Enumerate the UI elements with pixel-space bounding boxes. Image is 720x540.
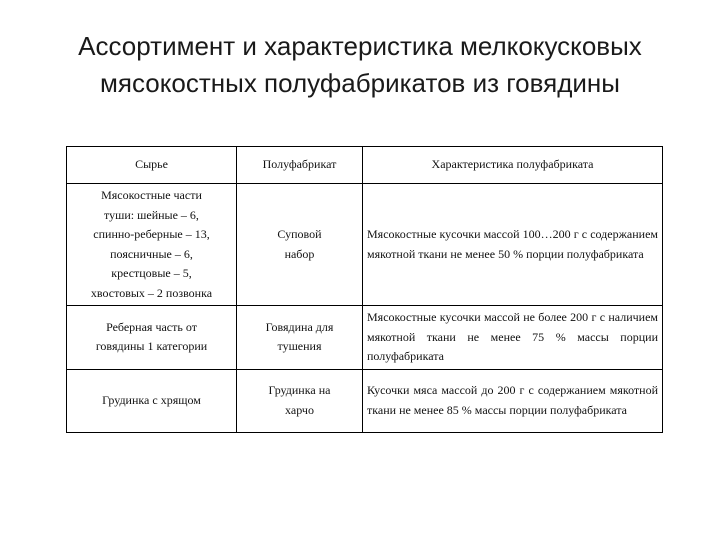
product-line: Грудинка на — [268, 383, 331, 397]
raw-line: Грудинка с хрящом — [102, 392, 201, 407]
raw-line: туши: шейные – 6, — [104, 207, 199, 222]
semi-product-cell — [237, 369, 363, 432]
semi-product-cell — [237, 306, 363, 370]
slide-title — [40, 28, 680, 102]
title-line-1: Ассортимент и характеристика мелкокусковых — [78, 31, 642, 61]
product-line: тушения — [277, 339, 322, 354]
characteristic-cell: Мясокостные кусочки массой 100…200 г с содержанием мякотной ткани не менее 50 % порции полуфабриката — [363, 184, 663, 306]
raw-material-cell — [67, 184, 237, 306]
semi-finished-products-table — [66, 146, 663, 433]
product-line: харчо — [285, 402, 314, 417]
table-row — [67, 306, 663, 370]
raw-line: говядины 1 категории — [95, 339, 208, 354]
semi-product-cell — [237, 184, 363, 306]
product-line: Говядина для — [265, 319, 334, 334]
table-header-row — [67, 147, 663, 184]
raw-material-cell — [67, 369, 237, 432]
raw-line: хвостовых – 2 позвонка — [90, 285, 213, 300]
raw-line: Реберная часть от — [106, 319, 197, 334]
product-line: набор — [284, 246, 315, 261]
title-line-2: мясокостных полуфабрикатов из говядины — [100, 68, 620, 98]
characteristic-cell: Кусочки мяса массой до 200 г с содержанием мякотной ткани не менее 85 % массы порции полуфабриката — [363, 369, 663, 432]
header-raw-material: Сырье — [67, 147, 237, 184]
raw-line: крестцовые – 5, — [111, 266, 192, 280]
raw-line: Мясокостные части — [101, 188, 202, 202]
product-line: Суповой — [277, 227, 322, 241]
characteristic-cell: Мясокостные кусочки массой не более 200 г с наличием мякотной ткани не менее 75 % массы порции полуфабриката — [363, 306, 663, 370]
header-semi-product: Полуфабрикат — [237, 147, 363, 184]
raw-material-cell — [67, 306, 237, 370]
table-row — [67, 369, 663, 432]
raw-line: спинно-реберные – 13, — [93, 227, 210, 241]
raw-line: поясничные – 6, — [110, 246, 193, 261]
table-row — [67, 184, 663, 306]
header-characteristic: Характеристика полуфабриката — [363, 147, 663, 184]
